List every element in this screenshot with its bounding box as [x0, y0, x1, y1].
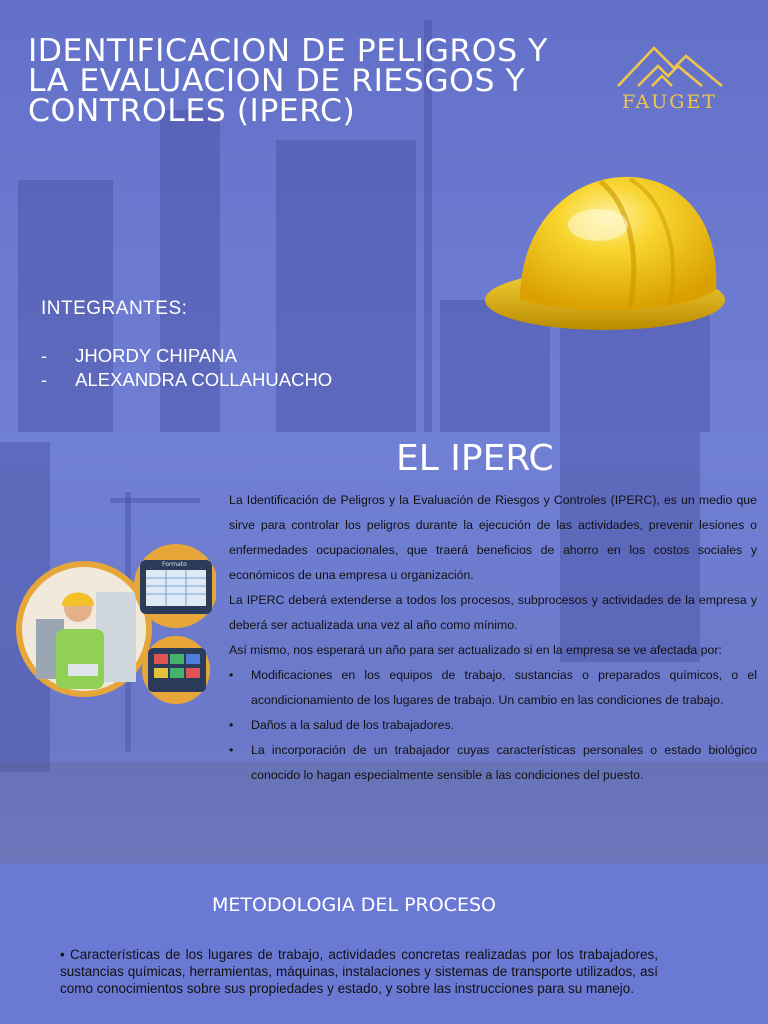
paragraph: Así mismo, nos esperará un año para ser actualizado si en la empresa se ve afectada por:	[229, 643, 722, 657]
worker-illustration	[16, 544, 216, 709]
bullet-text: Modificaciones en los equipos de trabajo, sustancias o preparados químicos, o el acondicionamiento de los lugares de trabajo. Un cambio en las condiciones de trabajo.	[251, 668, 757, 707]
crane-silhouette	[110, 498, 200, 503]
member-dash: -	[41, 369, 48, 390]
graphic-caption: Formato	[162, 561, 187, 568]
section-title: EL IPERC	[396, 438, 554, 479]
member-name: ALEXANDRA COLLAHUACHO	[75, 369, 333, 390]
methodology-text: • Características de los lugares de trabajo, actividades concretas realizadas por los trabajadores, sustancias químicas, herramientas, máquinas, instalaciones y sistemas de transporte utilizados, así como conocimientos sobre sus propiedades y estado, y sobre las instrucciones para su manejo.	[60, 947, 658, 996]
methodology-slide	[0, 864, 768, 1024]
member-name: JHORDY CHIPANA	[75, 345, 237, 366]
bullet-marker: •	[229, 718, 234, 732]
bullet-item	[229, 713, 757, 738]
iperc-text	[229, 488, 757, 788]
bullet-item	[229, 663, 757, 713]
presentation-title: IDENTIFICACION DE PELIGROS Y LA EVALUACION DE RIESGOS Y CONTROLES (IPERC)	[28, 33, 548, 129]
bullet-marker: •	[229, 668, 234, 682]
title-slide	[0, 0, 768, 432]
member-dash: -	[41, 345, 48, 366]
bullet-item	[229, 738, 757, 788]
fauget-logo	[612, 42, 727, 113]
paragraph: La IPERC deberá extenderse a todos los procesos, subprocesos y actividades de la empresa y deberá ser actualizada una vez al año como mínimo.	[229, 593, 757, 632]
member-item	[41, 369, 332, 391]
member-item	[41, 345, 237, 367]
paragraph: La Identificación de Peligros y la Evaluación de Riesgos y Controles (IPERC), es un medio que sirve para controlar los peligros durante la ejecución de las actividades, prevenir lesiones o enfermedades ocupacionales, que traerá beneficios de ahorro en los costos sociales y económicos de una empresa u organización.	[229, 493, 757, 582]
section-title: METODOLOGIA DEL PROCESO	[212, 894, 496, 916]
iperc-slide	[0, 432, 768, 864]
bullet-marker: •	[229, 743, 234, 757]
logo-text: FAUGET	[622, 91, 717, 113]
members-label: INTEGRANTES:	[41, 298, 188, 319]
bullet-text: La incorporación de un trabajador cuyas características personales o estado biológico conocido lo hagan especialmente sensible a las condiciones del puesto.	[251, 743, 757, 782]
bullet-text: Daños a la salud de los trabajadores.	[251, 718, 455, 732]
hard-hat-icon	[480, 165, 730, 345]
